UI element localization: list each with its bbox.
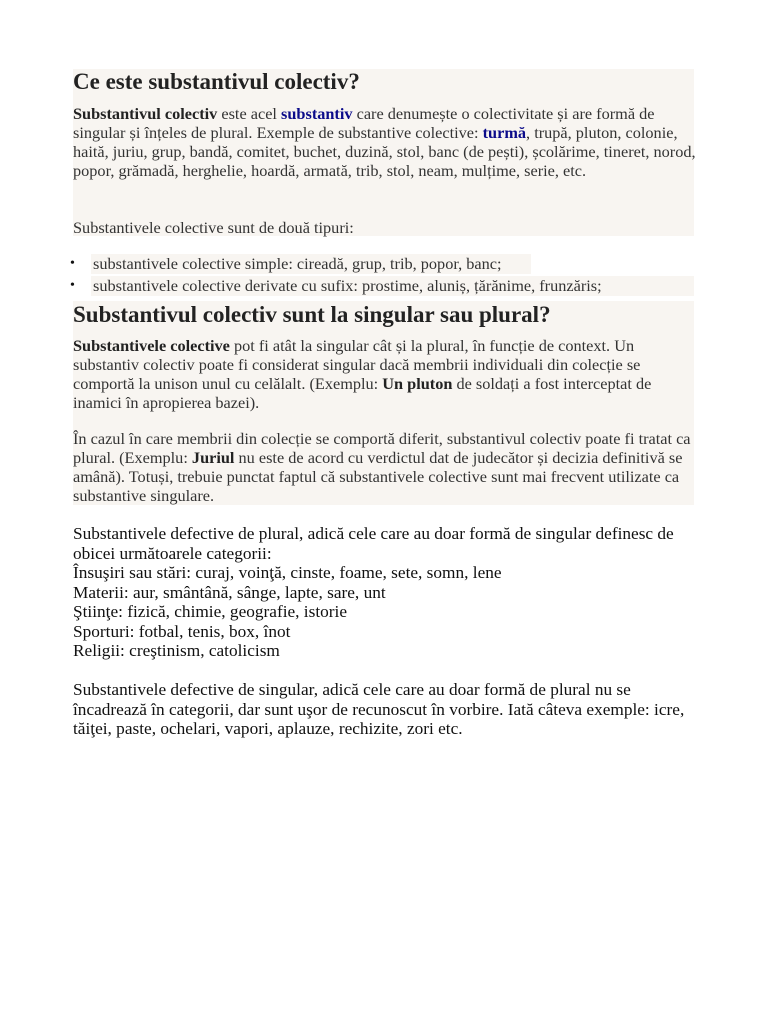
- list-item-text: substantivele colective derivate cu sufix: prostime, aluniș, țărănime, frunzăris;: [93, 276, 602, 295]
- category-line: Însuşiri sau stări: curaj, voinţă, cinste, foame, sete, somn, lene: [73, 563, 502, 582]
- types-list: [70, 254, 694, 298]
- list-item: [70, 276, 694, 296]
- plural-text-1: În cazul în care membrii din colecție se comportă diferit, substantivul colectiv poate fi tratat ca plural. (Exemplu:: [73, 429, 691, 467]
- defective-plural-intro: Substantivele defective de plural, adică cele care au doar formă de singular definesc de obicei următoarele categorii:: [73, 524, 674, 563]
- singular-example: Un pluton: [382, 374, 453, 393]
- list-item: [70, 254, 694, 274]
- substantiv-link[interactable]: substantiv: [281, 104, 353, 123]
- singular-text-2: de soldați a fost interceptat de inamici în apropierea bazei).: [73, 374, 652, 412]
- intro-term: Substantivul colectiv: [73, 104, 218, 123]
- intro-text-3: , trupă, pluton, colonie, haită, juriu, grup, bandă, comitet, buchet, duzină, stol, banc (de pești), școlărime, tineret, norod, popor, grămadă, herghelie, hoardă, armată, trib, stol, neam, mulțime, serie, etc.: [73, 123, 696, 180]
- two-types-paragraph: Substantivele colective sunt de două tipuri:: [73, 218, 354, 237]
- category-line: Materii: aur, smântână, sânge, lapte, sare, unt: [73, 582, 386, 602]
- list-item-text: substantivele colective simple: cireadă, grup, trib, popor, banc;: [93, 254, 502, 273]
- singular-text-1: pot fi atât la singular cât și la plural, în funcție de context. Un substantiv colectiv poate fi considerat singular dacă membrii individuali din colecție se comportă la unison unul cu celălalt. (Exemplu:: [73, 336, 641, 393]
- turma-link[interactable]: turmă: [482, 123, 527, 142]
- bullet-icon: •: [70, 278, 75, 293]
- plural-text-2: nu este de acord cu verdictul dat de judecător și decizia definitivă se amână). Totuși, trebuie punctat faptul că substantivele colective sunt mai frecvent utilizate ca substantive singulare.: [73, 448, 683, 505]
- category-line: Religii: creştinism, catolicism: [73, 641, 280, 660]
- plural-example: Juriul: [191, 448, 235, 467]
- bullet-icon: •: [70, 256, 75, 271]
- intro-text-2: care denumește o colectivitate și are formă de singular și înțeles de plural. Exemple de substantive colective:: [73, 104, 655, 142]
- category-line: Ştiinţe: fizică, chimie, geografie, istorie: [73, 602, 348, 621]
- category-line: Sporturi: fotbal, tenis, box, înot: [73, 621, 291, 641]
- section1-intro-paragraph: [73, 104, 703, 180]
- singular-term: Substantivele colective: [73, 336, 230, 355]
- singular-paragraph: [73, 336, 703, 412]
- section1-heading: Ce este substantivul colectiv?: [73, 69, 360, 94]
- plural-paragraph: [73, 429, 703, 505]
- section2-heading: Substantivul colectiv sunt la singular sau plural?: [73, 302, 551, 327]
- intro-text-1: este acel: [217, 104, 282, 123]
- defective-singular-paragraph: Substantivele defective de singular, adică cele care au doar formă de plural nu se încadrează în categorii, dar sunt uşor de recunoscut în vorbire. Iată câteva exemple: icre, tăiţei, paste, ochelari, vapori, aplauze, rechizite, zori etc.: [73, 680, 685, 738]
